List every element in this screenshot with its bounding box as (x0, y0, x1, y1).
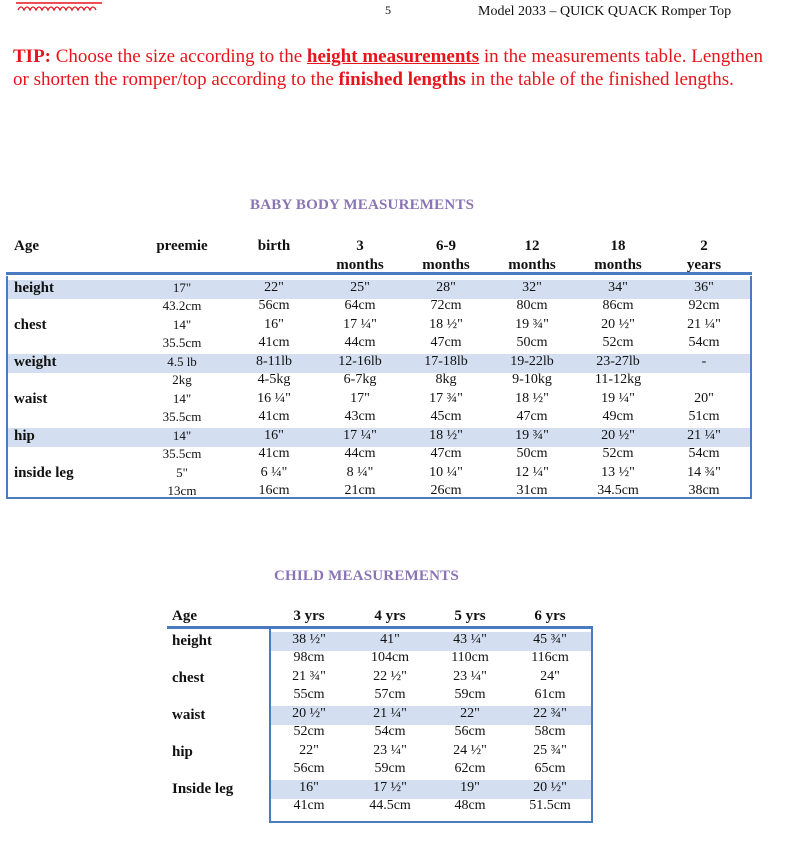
table-cell-bottom: 34.5cm (597, 483, 639, 498)
table-cell-bottom: 16cm (258, 483, 290, 498)
table-cell-bottom: 41cm (258, 409, 290, 424)
tip-text-1: Choose the size according to the (51, 46, 307, 67)
table-cell-top: 21 ¼" (373, 706, 407, 721)
table-cell-top: 17-18lb (424, 354, 468, 369)
header-col-6-line1: 18 (610, 238, 626, 254)
table-cell-bottom: 41cm (293, 798, 325, 813)
table-cell-top: 25" (350, 280, 370, 295)
row-label-4: Inside leg (172, 781, 234, 797)
table-cell-bottom: 65cm (534, 761, 566, 776)
table-cell-bottom: 56cm (454, 724, 486, 739)
table-cell-top: 16" (264, 317, 284, 332)
table-cell-top: 19 ¼" (601, 391, 635, 406)
header-col-2: 4 yrs (374, 608, 406, 624)
header-col-4-line2: months (422, 257, 470, 273)
table-cell-bottom: 47cm (430, 446, 462, 461)
header-rule (167, 626, 593, 629)
tip-paragraph (13, 45, 773, 91)
tip-label: TIP: (13, 46, 51, 67)
table-cell-top: 18 ½" (515, 391, 549, 406)
table-cell-bottom: 52cm (293, 724, 325, 739)
table-cell-bottom: 98cm (293, 650, 325, 665)
header-col-1 (142, 237, 222, 256)
row-label-0: height (14, 280, 55, 296)
baby-table-title: BABY BODY MEASUREMENTS (250, 197, 475, 213)
table-cell-top: 20 ½" (601, 317, 635, 332)
table-cell-top: 12 ¼" (515, 465, 549, 480)
table-cell-bottom: 56cm (293, 761, 325, 776)
table-cell-top: 4.5 lb (167, 354, 197, 369)
row-label-3: waist (14, 391, 48, 407)
table-cell-bottom: 50cm (516, 446, 548, 461)
table-cell-bottom: 44cm (344, 335, 376, 350)
table-cell-top: 20 ½" (533, 780, 567, 795)
header-col-7-line1: 2 (700, 238, 708, 254)
table-cell-top: 14 ¾" (687, 465, 721, 480)
table-cell-bottom: 104cm (370, 650, 410, 665)
table-cell-bottom: 86cm (602, 298, 634, 313)
header-col-3: 5 yrs (454, 608, 486, 624)
table-cell-bottom: 48cm (454, 798, 486, 813)
header-col-5-line2: months (508, 257, 556, 273)
table-cell-bottom: 51cm (688, 409, 720, 424)
table-cell-bottom: 35.5cm (162, 409, 202, 424)
table-cell-bottom: 52cm (602, 446, 634, 461)
table-cell-bottom: 49cm (602, 409, 634, 424)
table-cell-bottom: 9-10kg (512, 372, 552, 387)
table-cell-top: 21 ¾" (292, 669, 326, 684)
tip-text-2: in the measurements table. Lengthen or shorten the romper/top according to the (13, 46, 763, 90)
table-cell-top: 23-27lb (596, 354, 640, 369)
header-col-6 (578, 237, 658, 275)
table-cell-top: 22 ½" (373, 669, 407, 684)
table-cell-top: 14" (172, 391, 192, 406)
child-table-title: CHILD MEASUREMENTS (274, 568, 459, 584)
table-cell-bottom: 50cm (516, 335, 548, 350)
table-cell-top: 21 ¼" (687, 428, 721, 443)
table-cell-bottom: 59cm (374, 761, 406, 776)
table-cell-top: 34" (608, 280, 628, 295)
header-col-5-line1: 12 (524, 238, 540, 254)
table-cell-bottom: 57cm (374, 687, 406, 702)
table-cell-bottom: 54cm (374, 724, 406, 739)
table-cell-bottom: 59cm (454, 687, 486, 702)
row-label-2: waist (172, 707, 206, 723)
table-cell-top: 14" (172, 428, 192, 443)
table-cell-top: 6 ¼" (260, 465, 288, 480)
table-cell-top: 8-11lb (255, 354, 293, 369)
table-cell-top: 38 ½" (292, 632, 326, 647)
header-col-1: 3 yrs (293, 608, 325, 624)
table-cell-bottom: 2kg (172, 372, 192, 387)
table-cell-bottom: 21cm (344, 483, 376, 498)
table-cell-bottom: 8kg (435, 372, 457, 387)
table-cell-top: 25 ¾" (533, 743, 567, 758)
row-label-1: chest (172, 670, 205, 686)
table-cell-top: 22" (299, 743, 319, 758)
table-cell-bottom: 52cm (602, 335, 634, 350)
table-cell-bottom: 31cm (516, 483, 548, 498)
table-cell-top: 18 ½" (429, 428, 463, 443)
table-cell-top: 16" (264, 428, 284, 443)
table-cell-top: 10 ¼" (429, 465, 463, 480)
table-cell-top: 22 ¾" (533, 706, 567, 721)
table-cell-bottom: 51.5cm (529, 798, 571, 813)
table-cell-top: 5" (176, 465, 188, 480)
row-label-1: chest (14, 317, 47, 333)
tip-finished-lengths: finished lengths (338, 69, 466, 90)
table-cell-top: 20" (694, 391, 714, 406)
table-cell-bottom: 47cm (430, 335, 462, 350)
table-cell-bottom: 44cm (344, 446, 376, 461)
table-cell-top: 21 ¼" (687, 317, 721, 332)
table-cell-top: 36" (694, 280, 714, 295)
table-cell-top: 45 ¾" (533, 632, 567, 647)
header-col-5 (492, 237, 572, 275)
table-cell-top: 23 ¼" (453, 669, 487, 684)
table-cell-top: 23 ¼" (373, 743, 407, 758)
header-col-4 (406, 237, 486, 275)
header-col-6-line2: months (594, 257, 642, 273)
table-cell-top: 19 ¾" (515, 428, 549, 443)
header-col-3-line2: months (336, 257, 384, 273)
table-cell-top: 17 ¼" (343, 428, 377, 443)
table-cell-bottom: 72cm (430, 298, 462, 313)
table-cell-bottom: 13cm (167, 483, 197, 498)
table-cell-top: 18 ½" (429, 317, 463, 332)
table-cell-bottom: 116cm (531, 650, 569, 665)
table-cell-bottom: 35.5cm (162, 335, 202, 350)
table-cell-top: 8 ¼" (346, 465, 374, 480)
table-cell-bottom: 26cm (430, 483, 462, 498)
table-cell-bottom: 54cm (688, 335, 720, 350)
header-col-2 (234, 237, 314, 256)
table-cell-bottom: 61cm (534, 687, 566, 702)
table-cell-top: 16 ¼" (257, 391, 291, 406)
table-cell-bottom: 35.5cm (162, 446, 202, 461)
table-cell-top: 12-16lb (338, 354, 382, 369)
table-cell-bottom: 56cm (258, 298, 290, 313)
table-cell-bottom: 45cm (430, 409, 462, 424)
row-label-2: weight (14, 354, 57, 370)
table-cell-top: 22" (264, 280, 284, 295)
table-cell-bottom: 43.2cm (162, 298, 202, 313)
table-cell-bottom: 64cm (344, 298, 376, 313)
table-cell-bottom: 44.5cm (369, 798, 411, 813)
tip-text-3: in the table of the finished lengths. (465, 69, 734, 90)
header-col-7-line2: years (686, 257, 722, 273)
table-cell-top: 17 ½" (373, 780, 407, 795)
table-cell-bottom: 11-12kg (594, 372, 642, 387)
table-cell-top: 32" (522, 280, 542, 295)
table-cell-top: 17 ¾" (429, 391, 463, 406)
table-cell-top: 43 ¼" (453, 632, 487, 647)
page-number: 5 (385, 3, 391, 17)
table-cell-bottom: 41cm (258, 335, 290, 350)
table-cell-bottom: 4-5kg (257, 372, 291, 387)
table-cell-bottom: 92cm (688, 298, 720, 313)
table-cell-bottom: 41cm (258, 446, 290, 461)
table-cell-top: 22" (460, 706, 480, 721)
table-cell-top: 19" (460, 780, 480, 795)
table-cell-bottom: 80cm (516, 298, 548, 313)
brand-logo (14, 0, 106, 14)
table-cell-top: 28" (436, 280, 456, 295)
table-cell-bottom: 6-7kg (343, 372, 377, 387)
table-cell-top: 13 ½" (601, 465, 635, 480)
table-cell-top: 20 ½" (601, 428, 635, 443)
row-label-5: inside leg (14, 465, 74, 481)
table-cell-top: 17" (172, 280, 192, 295)
table-cell-top: 17 ¼" (343, 317, 377, 332)
table-cell-top: - (701, 354, 707, 369)
table-cell-top: 20 ½" (292, 706, 326, 721)
header-age: Age (14, 238, 39, 254)
table-cell-bottom: 62cm (454, 761, 486, 776)
table-cell-bottom: 55cm (293, 687, 325, 702)
table-cell-top: 19-22lb (510, 354, 554, 369)
table-cell-bottom: 43cm (344, 409, 376, 424)
table-cell-top: 41" (380, 632, 400, 647)
row-label-4: hip (14, 428, 35, 444)
row-label-0: height (172, 633, 213, 649)
header-col-3 (320, 237, 400, 275)
header-col-2-line1: birth (257, 238, 291, 254)
table-cell-bottom: 47cm (516, 409, 548, 424)
table-cell-bottom: 38cm (688, 483, 720, 498)
header-col-4-line1: 6-9 (436, 238, 456, 254)
table-cell-top: 17" (350, 391, 370, 406)
header-col-3-line1: 3 (356, 238, 364, 254)
header-age: Age (172, 608, 197, 624)
table-cell-bottom: 58cm (534, 724, 566, 739)
header-col-1-line1: preemie (156, 238, 208, 254)
table-cell-top: 24" (540, 669, 560, 684)
table-cell-bottom: 110cm (451, 650, 489, 665)
header-col-7 (664, 237, 744, 275)
row-label-3: hip (172, 744, 193, 760)
table-cell-bottom: 54cm (688, 446, 720, 461)
table-cell-top: 24 ½" (453, 743, 487, 758)
table-cell-top: 14" (172, 317, 192, 332)
tip-height-measurements: height measurements (306, 46, 480, 67)
model-title: Model 2033 – QUICK QUACK Romper Top (478, 4, 732, 19)
table-cell-top: 16" (299, 780, 319, 795)
table-cell-top: 19 ¾" (515, 317, 549, 332)
header-col-4: 6 yrs (534, 608, 566, 624)
